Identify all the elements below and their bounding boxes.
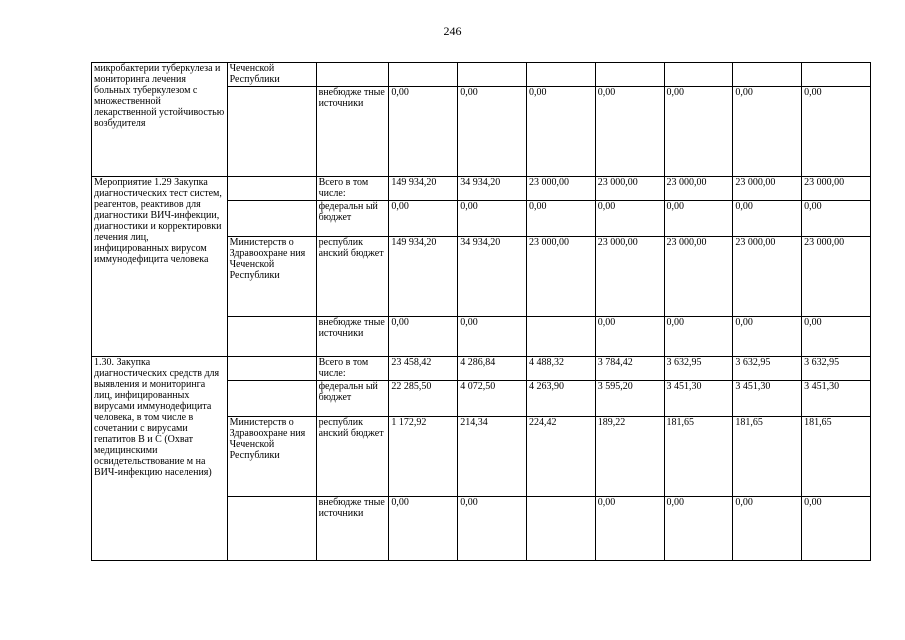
amount-cell: 0,00 [389,201,458,237]
amount-cell: 0,00 [458,497,527,561]
amount-cell: 0,00 [458,201,527,237]
amount-cell: 0,00 [595,87,664,177]
measure-name-cell: 1.30. Закупка диагностических средств для выявления и мониторинга лиц, инфицированных вирусами иммунодефицита человека, в том числе в сочетании с вирусами гепатитов В и С (Охват медицинскими освидетельствование м на ВИЧ-инфекцию населения) [92,357,228,561]
amount-cell: 0,00 [458,317,527,357]
executor-cell [227,317,316,357]
executor-cell: Министерств о Здравоохране ния Чеченской Республики [227,417,316,497]
amount-cell [664,63,733,87]
amount-cell: 23 000,00 [664,177,733,201]
amount-cell: 1 172,92 [389,417,458,497]
amount-cell: 23 000,00 [526,177,595,201]
amount-cell: 0,00 [389,497,458,561]
amount-cell: 3 451,30 [664,381,733,417]
amount-cell: 0,00 [595,497,664,561]
amount-cell: 149 934,20 [389,237,458,317]
amount-cell: 0,00 [526,201,595,237]
amount-cell: 181,65 [802,417,871,497]
amount-cell: 4 488,32 [526,357,595,381]
funding-source-cell: республик анский бюджет [316,417,389,497]
executor-cell [227,381,316,417]
amount-cell: 4 263,90 [526,381,595,417]
amount-cell: 0,00 [389,317,458,357]
amount-cell: 22 285,50 [389,381,458,417]
amount-cell: 3 784,42 [595,357,664,381]
amount-cell: 224,42 [526,417,595,497]
amount-cell: 181,65 [733,417,802,497]
funding-source-cell: федеральн ый бюджет [316,381,389,417]
executor-cell: Министерств о Здравоохране ния Чеченской Республики [227,237,316,317]
funding-source-cell: федеральн ый бюджет [316,201,389,237]
funding-source-cell: Всего в том числе: [316,177,389,201]
measure-name-cell: Мероприятие 1.29 Закупка диагностических тест систем, реагентов, реактивов для диагностики ВИЧ-инфекции, диагностики и корректировки лечения лиц, инфицированных вирусом иммунодефицита человека [92,177,228,357]
amount-cell: 23 000,00 [733,237,802,317]
amount-cell: 0,00 [802,317,871,357]
amount-cell: 23 000,00 [664,237,733,317]
amount-cell: 0,00 [733,317,802,357]
amount-cell: 0,00 [802,497,871,561]
table-row [92,63,871,87]
amount-cell: 0,00 [458,87,527,177]
amount-cell: 23 000,00 [802,177,871,201]
executor-cell [227,177,316,201]
amount-cell [526,317,595,357]
amount-cell: 0,00 [664,201,733,237]
amount-cell: 181,65 [664,417,733,497]
amount-cell: 149 934,20 [389,177,458,201]
amount-cell: 3 632,95 [733,357,802,381]
executor-cell [227,497,316,561]
amount-cell: 0,00 [595,317,664,357]
amount-cell: 23 458,42 [389,357,458,381]
amount-cell: 3 632,95 [664,357,733,381]
amount-cell: 0,00 [733,497,802,561]
amount-cell: 23 000,00 [802,237,871,317]
funding-source-cell: внебюдже тные источники [316,497,389,561]
amount-cell: 4 072,50 [458,381,527,417]
amount-cell: 0,00 [733,201,802,237]
amount-cell [526,63,595,87]
amount-cell [802,63,871,87]
amount-cell: 23 000,00 [595,237,664,317]
amount-cell: 0,00 [389,87,458,177]
table-row [92,357,871,381]
table-row [92,177,871,201]
amount-cell: 3 451,30 [733,381,802,417]
executor-cell [227,357,316,381]
amount-cell: 34 934,20 [458,237,527,317]
funding-source-cell: внебюдже тные источники [316,87,389,177]
amount-cell [389,63,458,87]
funding-source-cell [316,63,389,87]
amount-cell: 0,00 [595,201,664,237]
executor-cell [227,87,316,177]
amount-cell [733,63,802,87]
amount-cell: 3 632,95 [802,357,871,381]
amount-cell: 3 451,30 [802,381,871,417]
page-number: 246 [443,24,462,38]
amount-cell: 0,00 [802,201,871,237]
amount-cell: 0,00 [526,87,595,177]
executor-cell [227,201,316,237]
amount-cell: 0,00 [664,497,733,561]
amount-cell: 34 934,20 [458,177,527,201]
amount-cell: 4 286,84 [458,357,527,381]
funding-source-cell: Всего в том числе: [316,357,389,381]
budget-table [91,62,871,561]
amount-cell: 23 000,00 [733,177,802,201]
amount-cell [595,63,664,87]
funding-source-cell: республик анский бюджет [316,237,389,317]
amount-cell: 0,00 [733,87,802,177]
amount-cell: 0,00 [664,317,733,357]
amount-cell: 214,34 [458,417,527,497]
amount-cell: 3 595,20 [595,381,664,417]
amount-cell [526,497,595,561]
amount-cell: 23 000,00 [526,237,595,317]
measure-name-cell: микробактерии туберкулеза и мониторинга лечения больных туберкулезом с множественной лекарственной устойчивостью возбудителя [92,63,228,177]
amount-cell: 23 000,00 [595,177,664,201]
amount-cell: 0,00 [664,87,733,177]
funding-source-cell: внебюдже тные источники [316,317,389,357]
amount-cell: 0,00 [802,87,871,177]
amount-cell: 189,22 [595,417,664,497]
amount-cell [458,63,527,87]
executor-cell: Чеченской Республики [227,63,316,87]
